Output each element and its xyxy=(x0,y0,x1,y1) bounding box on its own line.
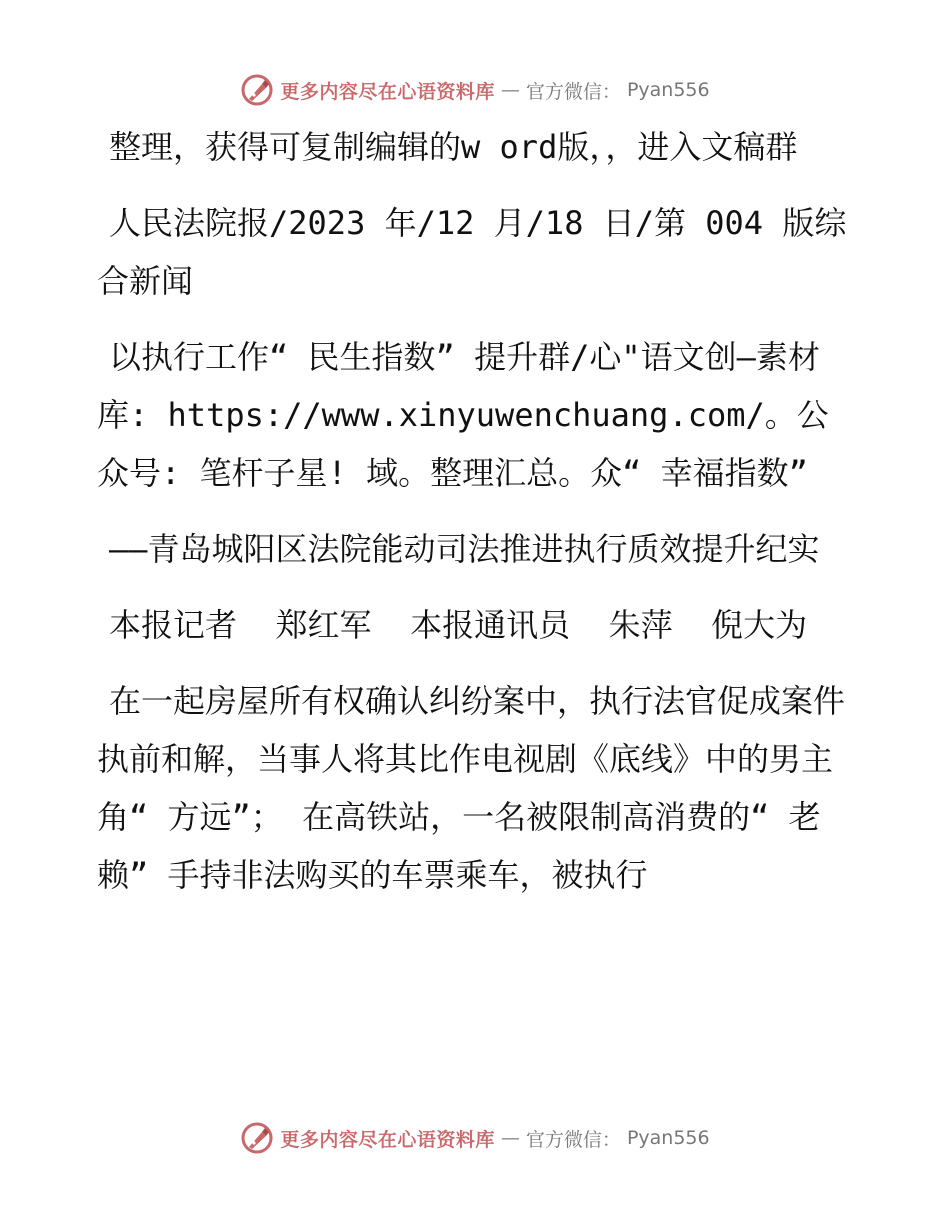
paragraph-source: 人民法院报/2023 年/12 月/18 日/第 004 版综合新闻 xyxy=(97,204,847,300)
paragraph-intro: 整理，获得可复制编辑的w ord版，，进入文稿群 xyxy=(109,128,798,166)
watermark-main-text: 更多内容尽在心语资料库 xyxy=(280,1128,495,1151)
watermark-wechat-id: Pyan556 xyxy=(626,79,710,101)
watermark-wechat-id: Pyan556 xyxy=(626,1127,710,1149)
footer-watermark xyxy=(0,1118,950,1158)
watermark-separator: — xyxy=(500,1127,520,1149)
paragraph-byline: 本报记者 郑红军 本报通讯员 朱萍 倪大为 xyxy=(109,606,808,644)
pen-nib-logo-icon xyxy=(240,73,274,107)
pen-nib-logo-icon xyxy=(240,1121,274,1155)
watermark-main-text: 更多内容尽在心语资料库 xyxy=(280,80,495,103)
header-watermark xyxy=(0,70,950,110)
watermark-separator: — xyxy=(500,79,520,101)
paragraph-title: 以执行工作“ 民生指数” 提升群/心"语文创—素材库: https://www.xinyuwenchuang.com/。公众号: 笔杆子星! 域。整理汇总。众“ 幸福指数” xyxy=(97,338,829,492)
watermark-wechat-label: 官方微信： xyxy=(525,1128,621,1151)
paragraph-subtitle: ——青岛城阳区法院能动司法推进执行质效提升纪实 xyxy=(109,530,820,568)
watermark-wechat-label: 官方微信： xyxy=(525,80,621,103)
paragraph-body: 在一起房屋所有权确认纠纷案中，执行法官促成案件执前和解，当事人将其比作电视剧《底线》中的男主角“ 方远”； 在高铁站，一名被限制高消费的“ 老赖” 手持非法购买的车票乘车，被执行 xyxy=(97,682,846,894)
document-body xyxy=(97,118,857,922)
